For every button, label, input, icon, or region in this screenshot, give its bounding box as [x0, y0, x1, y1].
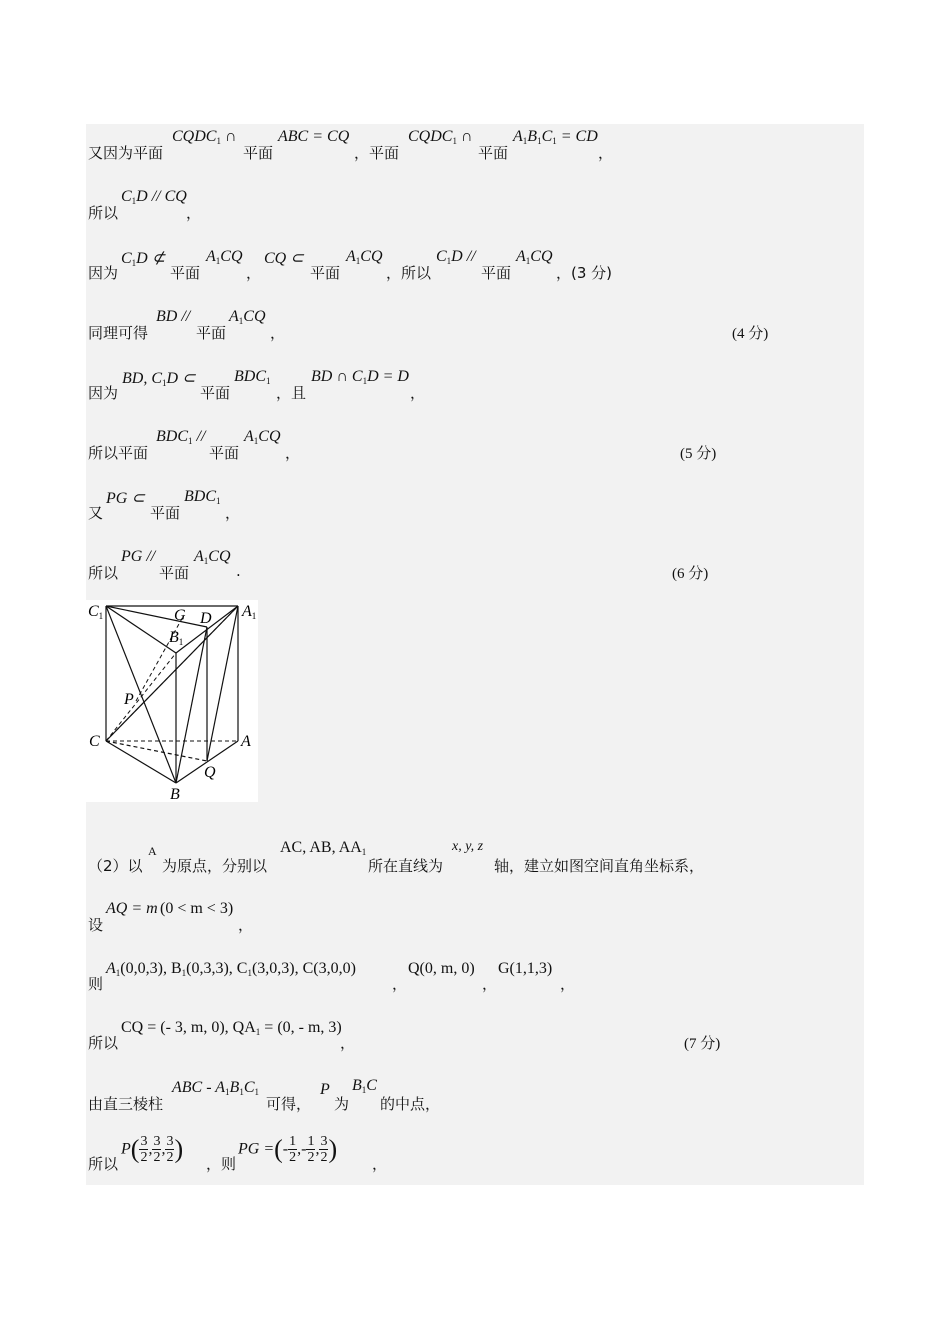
text: ， — [372, 1155, 388, 1173]
text: 设 — [88, 916, 104, 934]
text: ， — [392, 975, 408, 993]
text: ，且 — [276, 384, 307, 402]
math: $CQDC_1$ ∩ — [172, 128, 237, 146]
text: 因为 — [88, 264, 119, 282]
math: PG // — [121, 548, 156, 565]
math: (0 < m < 3) — [160, 900, 234, 917]
label-c1: C1 — [88, 603, 104, 621]
math: A — [148, 844, 157, 858]
math: AC, AB, $AA_1$ — [280, 839, 367, 857]
math: BD, $C_1D$ ⊂ — [122, 370, 196, 388]
line-1 — [86, 124, 864, 184]
text: 轴，建立如图空间直角坐标系， — [494, 857, 705, 875]
line-12 — [86, 1012, 864, 1072]
text: ，(3 分) — [556, 264, 613, 282]
math: $C_1D$ ⊄ — [121, 250, 166, 268]
score: (7 分) — [684, 1036, 721, 1052]
text: . — [236, 562, 241, 580]
math: $A_1CQ$ — [516, 248, 553, 266]
text: 为 — [334, 1095, 350, 1113]
line-6 — [86, 424, 864, 484]
score: (5 分) — [680, 446, 717, 462]
document-page — [86, 124, 864, 1185]
vector-pg: PG =(- $\frac{1}{2}$ ,- $\frac{1}{2}$ , $\frac{3}{2}$ ) — [238, 1134, 338, 1165]
line-13 — [86, 1072, 864, 1132]
label-b1: B1 — [169, 629, 184, 647]
text: 平面 — [200, 384, 231, 402]
text: 所以 — [88, 1155, 119, 1173]
text: 的中点， — [380, 1095, 441, 1113]
math: $C_1D$ // — [436, 248, 476, 266]
text: ， — [560, 975, 576, 993]
math: $BDC_1$ — [234, 368, 271, 386]
line-7 — [86, 484, 864, 544]
text: 又 — [88, 504, 104, 522]
math: $A_1B_1C_1$ = CD — [513, 128, 598, 146]
text: ， — [225, 504, 241, 522]
label-a1: A1 — [242, 603, 257, 621]
text: 为原点，分别以 — [162, 857, 268, 875]
line-14 — [86, 1130, 864, 1190]
math: P — [320, 1081, 330, 1098]
line-2 — [86, 184, 864, 244]
text: （2）以 — [88, 857, 143, 875]
label-p: P — [124, 691, 134, 708]
text: 可得， — [266, 1095, 312, 1113]
text: 平面 — [209, 444, 240, 462]
label-b: B — [170, 786, 180, 802]
text: ， — [340, 1034, 356, 1052]
math: $CQDC_1$ ∩ — [408, 128, 473, 146]
math: CQ = (- 3, m, 0), $QA_1 = (0$, - m, 3) — [121, 1019, 342, 1037]
text: ， — [410, 384, 426, 402]
math: Q(0, m, 0) — [408, 960, 475, 977]
math: PG ⊂ — [106, 490, 145, 507]
math: ABC = CQ — [278, 128, 350, 145]
text: ，平面 — [354, 144, 400, 162]
text: ， — [598, 144, 614, 162]
text: 由直三棱柱 — [88, 1095, 164, 1113]
label-g: G — [174, 607, 186, 624]
label-d: D — [200, 610, 212, 627]
math: ABC - $A_1B_1C_1$ — [172, 1079, 259, 1097]
score: (6 分) — [672, 566, 709, 582]
line-9 — [86, 832, 864, 892]
math: CQ ⊂ — [264, 250, 304, 267]
math: x, y, z — [452, 839, 484, 854]
text: ， — [285, 444, 301, 462]
text: 平面 — [196, 324, 227, 342]
text: 所以 — [88, 564, 119, 582]
text: 所以 — [88, 1034, 119, 1052]
point-p: P( $\frac{3}{2}$ , $\frac{3}{2}$ , $\frac{3}{2}$ ) — [121, 1134, 184, 1165]
math: $A_1CQ$ — [244, 428, 281, 446]
text: ，所以 — [386, 264, 432, 282]
text: ， — [238, 916, 254, 934]
label-a: A — [241, 733, 251, 750]
text: 又因为平面 — [88, 144, 164, 162]
text: 平面 — [150, 504, 181, 522]
math: BD // — [156, 308, 191, 325]
math: G(1,1,3) — [498, 960, 553, 977]
text: 平面 — [243, 144, 274, 162]
math: $C_1D$ // CQ — [121, 188, 187, 206]
math: $BDC_1$ // — [156, 428, 206, 446]
math: $A_1CQ$ — [194, 548, 231, 566]
math: AQ = m — [106, 900, 158, 917]
text: 平面 — [170, 264, 201, 282]
label-c: C — [89, 733, 100, 750]
text: 平面 — [478, 144, 509, 162]
text: 平面 — [481, 264, 512, 282]
line-5 — [86, 364, 864, 424]
math: $BDC_1$ — [184, 488, 221, 506]
text: 平面 — [159, 564, 190, 582]
prism-diagram — [86, 600, 258, 802]
math: $B_1C$ — [352, 1077, 377, 1095]
text: ， — [482, 975, 498, 993]
line-10 — [86, 892, 864, 952]
math: $A_1CQ$ — [346, 248, 383, 266]
line-3 — [86, 244, 864, 304]
text: 平面 — [310, 264, 341, 282]
text: ， — [186, 204, 202, 222]
text: ， — [246, 264, 262, 282]
math: $A_1CQ$ — [229, 308, 266, 326]
text: ，则 — [206, 1155, 237, 1173]
line-4 — [86, 304, 864, 364]
math: $A_1CQ$ — [206, 248, 243, 266]
text: 因为 — [88, 384, 119, 402]
prism-figure — [86, 600, 258, 802]
text: 则 — [88, 975, 104, 993]
line-8 — [86, 544, 864, 604]
math: BD ∩ $C_1D = D$ — [311, 368, 409, 386]
text: ， — [270, 324, 286, 342]
text: 所以平面 — [88, 444, 149, 462]
math: $A_1(0,0,3)$, $B_1(0,3,3)$, $C_1(3,0,3)$, C(3,0,0) — [106, 960, 356, 978]
text: 所在直线为 — [368, 857, 444, 875]
text: 同理可得 — [88, 324, 149, 342]
score: (4 分) — [732, 326, 769, 342]
label-q: Q — [204, 764, 216, 781]
line-11 — [86, 952, 864, 1012]
text: 所以 — [88, 204, 119, 222]
